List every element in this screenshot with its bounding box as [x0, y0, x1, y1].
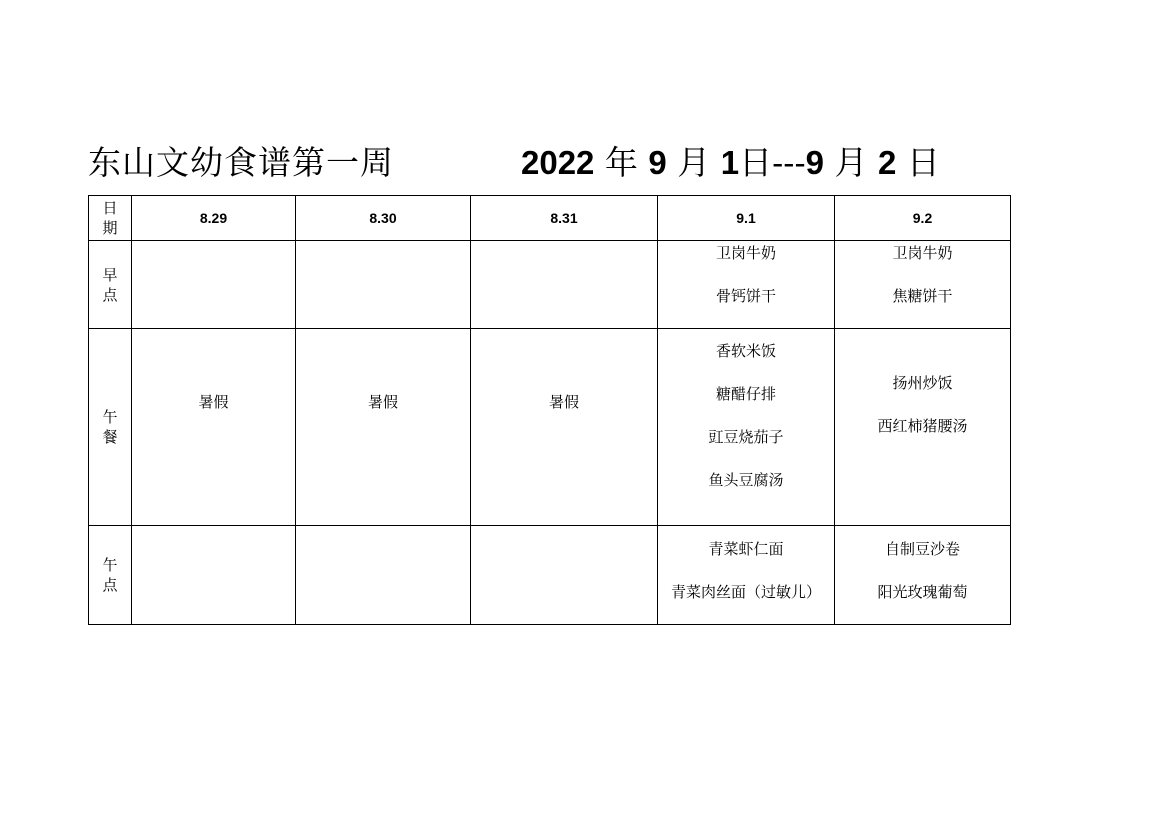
date-cell: 8.31: [471, 196, 658, 241]
menu-item: 自制豆沙卷: [884, 540, 960, 558]
menu-item: 扬州炒饭: [892, 374, 953, 392]
date-cell: 9.1: [658, 196, 835, 241]
lunch-cell: [658, 329, 835, 526]
end-month: 9: [805, 144, 824, 181]
lunch-row: [89, 329, 1011, 526]
menu-item: 卫岗牛奶: [715, 244, 776, 262]
lunch-cell: [835, 329, 1011, 526]
day-char-1: 日---: [739, 143, 806, 182]
start-month: 9: [648, 144, 667, 181]
menu-item: 糖醋仔排: [715, 385, 776, 403]
start-day: 1: [720, 144, 740, 181]
lunch-cell: 暑假: [471, 329, 658, 526]
month-char-1: 月: [677, 143, 711, 182]
menu-item: 青菜肉丝面（过敏儿）: [670, 583, 821, 601]
lunch-cell: 暑假: [132, 329, 296, 526]
month-char-2: 月: [834, 143, 868, 182]
breakfast-cell: [658, 241, 835, 329]
menu-item: 青菜虾仁面: [708, 540, 784, 558]
date-cell: 9.2: [835, 196, 1011, 241]
empty-cell: [296, 526, 471, 625]
breakfast-row: [89, 241, 1011, 329]
menu-item: 鱼头豆腐汤: [708, 471, 784, 489]
header-row: [89, 196, 1011, 241]
date-cell: 8.30: [296, 196, 471, 241]
empty-cell: [132, 526, 296, 625]
lunch-label: 午 餐: [89, 329, 132, 526]
menu-item: 豇豆烧茄子: [708, 428, 784, 446]
menu-table: [88, 195, 1011, 625]
menu-item: 西红柿猪腰汤: [877, 417, 968, 435]
menu-title: 东山文幼食谱第一周: [88, 143, 394, 182]
year: 2022: [521, 144, 595, 181]
snack-cell: [658, 526, 835, 625]
empty-cell: [471, 526, 658, 625]
menu-item: 阳光玫瑰葡萄: [877, 583, 968, 601]
empty-cell: [296, 241, 471, 329]
snack-label: 午 点: [89, 526, 132, 625]
empty-cell: [471, 241, 658, 329]
title-row: [88, 140, 988, 186]
lunch-cell: 暑假: [296, 329, 471, 526]
date-range: [521, 140, 940, 186]
menu-item: 焦糖饼干: [892, 287, 953, 305]
date-label: 日 期: [89, 196, 132, 241]
menu-item: 香软米饭: [715, 342, 776, 360]
date-cell: 8.29: [132, 196, 296, 241]
empty-cell: [132, 241, 296, 329]
menu-item: 骨钙饼干: [715, 287, 776, 305]
end-day: 2: [877, 144, 897, 181]
breakfast-label: 早 点: [89, 241, 132, 329]
menu-item: 卫岗牛奶: [892, 244, 953, 262]
day-char-2: 日: [906, 143, 940, 182]
year-char: 年: [604, 143, 638, 182]
breakfast-cell: [835, 241, 1011, 329]
snack-row: [89, 526, 1011, 625]
snack-cell: [835, 526, 1011, 625]
